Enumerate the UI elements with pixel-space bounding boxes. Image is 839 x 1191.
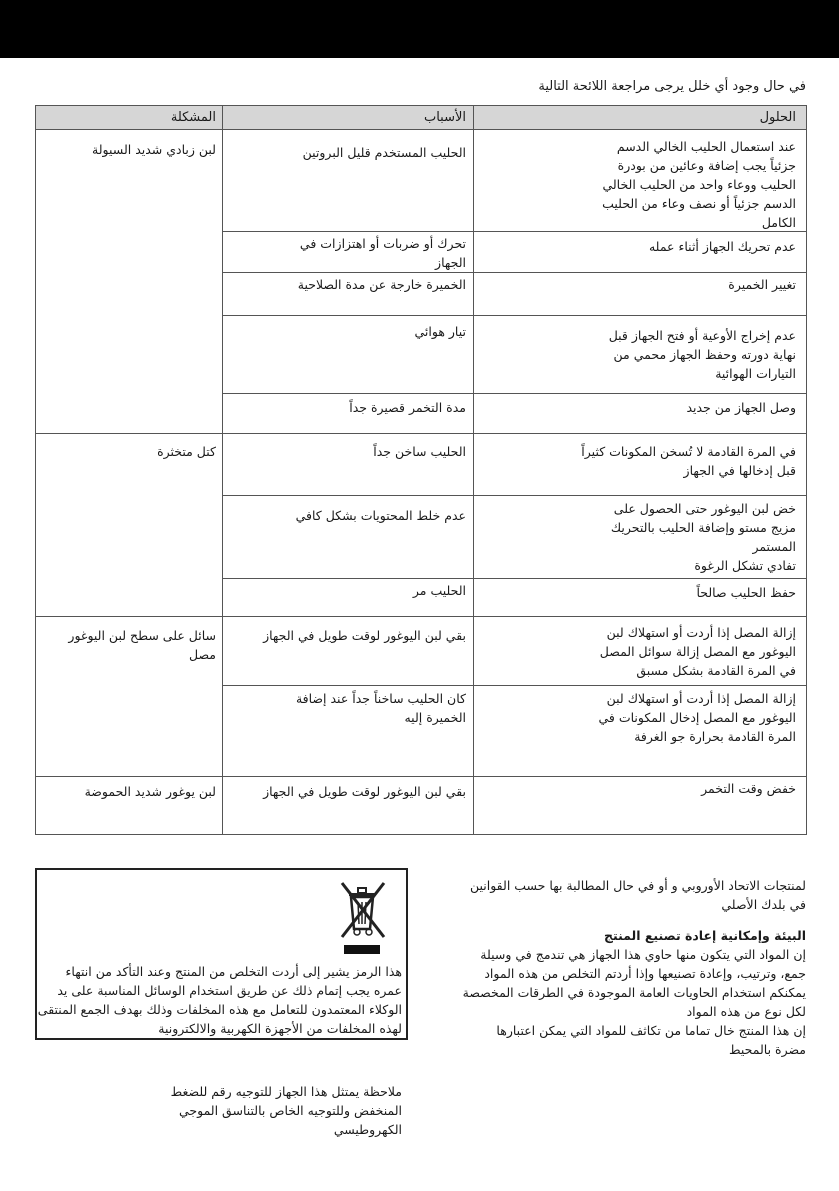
cause-cell: الحليب المستخدم قليل البروتين	[302, 145, 466, 160]
problem-cell: كتل متخثرة	[157, 444, 216, 459]
cause-cell: الحليب ساخن جداً	[373, 444, 466, 459]
cause-cell: بقي لبن اليوغور لوقت طويل في الجهاز	[263, 628, 466, 643]
group-divider	[36, 433, 806, 434]
row-divider	[222, 272, 806, 273]
problem-cell: لبن يوغور شديد الحموضة	[84, 784, 216, 799]
cause-cell: الحليب مر	[412, 583, 466, 598]
cause-cell: كان الحليب ساخناً جداً عند إضافة الخميرة إليه	[295, 691, 466, 725]
troubleshooting-table	[35, 105, 807, 835]
header-problem: المشكلة	[170, 110, 216, 125]
solution-cell: إزالة المصل إذا أردت أو استهلاك لبن اليوغور مع المصل إزالة سوائل المصل في المرة القادمة بشكل مسبق	[599, 625, 796, 678]
col-divider	[473, 106, 474, 834]
env-text: إن المواد التي يتكون منها حاوي هذا الجهاز هي تندمج في وسيلة جمع، وترتيب، وإعادة تصنيعها وإذا أردتم التخلص من هذه المواد يمكنكم استخدام الحاويات العامة الموجودة في الطرقات المخصصة لكل نوع من هذه المواد إن هذا المنتج خال تماما من تكاثف للمواد التي يمكن اعتبارها مضرة بالمحيط	[462, 947, 806, 1057]
solution-cell: إزالة المصل إذا أردت أو استهلاك لبن اليوغور مع المصل إدخال المكونات في المرة القادمة بحرارة جو الغرفة	[598, 691, 796, 744]
header-bar	[0, 0, 839, 58]
group-divider	[36, 616, 806, 617]
solution-cell: خفض وقت التخمر	[701, 781, 796, 796]
problem-cell: سائل على سطح لبن اليوغور مصل	[68, 628, 216, 662]
solution-cell: عند استعمال الحليب الخالي الدسم جزئياً يجب إضافة وعائين من بودرة الحليب ووعاء واحد من الحليب الخالي الدسم جزئياً أو نصف وعاء من الحليب الكامل	[602, 139, 796, 230]
row-divider	[222, 495, 806, 496]
solution-cell: عدم تحريك الجهاز أثناء عمله	[648, 239, 796, 254]
solution-cell: في المرة القادمة لا تُسخن المكونات كثيراً قبل إدخالها في الجهاز	[581, 444, 796, 478]
compliance-note: ملاحظة يمتثل هذا الجهاز للتوجيه رقم للضغط المنخفض وللتوجيه الخاص بالتناسق الموجي الكهروطيسي	[170, 1084, 402, 1137]
col-divider	[222, 106, 223, 834]
cause-cell: الخميرة خارجة عن مدة الصلاحية	[297, 277, 466, 292]
intro-text: في حال وجود أي خلل يرجى مراجعة اللائحة التالية	[538, 79, 806, 94]
problem-cell: لبن زبادي شديد السيولة	[92, 142, 216, 157]
header-causes: الأسباب	[423, 110, 466, 125]
eu-text: لمنتجات الاتحاد الأوروبي و أو في حال المطالبة بها حسب القوانين في بلدك الأصلي	[469, 878, 806, 912]
row-divider	[222, 393, 806, 394]
group-divider	[36, 776, 806, 777]
cause-cell: تيار هوائي	[414, 324, 466, 339]
solution-cell: تغيير الخميرة	[728, 277, 796, 292]
row-divider	[222, 578, 806, 579]
solution-cell: وصل الجهاز من جديد	[686, 400, 796, 415]
cause-cell: بقي لبن اليوغور لوقت طويل في الجهاز	[263, 784, 466, 799]
table-header	[36, 106, 806, 130]
row-divider	[222, 685, 806, 686]
row-divider	[222, 315, 806, 316]
solution-cell: حفظ الحليب صالحاً	[696, 585, 796, 600]
env-title: البيئة وإمكانية إعادة تصنيع المنتج	[603, 928, 806, 943]
solution-cell: عدم إخراج الأوعية أو فتح الجهاز قبل نهاية دورته وحفظ الجهاز محمي من التيارات الهوائية	[608, 328, 796, 381]
header-solutions: الحلول	[759, 110, 796, 125]
solution-cell: خض لبن اليوغور حتى الحصول على مزيج مستو وإضافة الحليب بالتحريك المستمر تفادي تشكل الرغوة	[610, 501, 796, 573]
cause-cell: مدة التخمر قصيرة جداً	[349, 400, 466, 415]
cause-cell: تحرك أو ضربات أو اهتزازات في الجهاز	[299, 236, 466, 270]
weee-text: هذا الرمز يشير إلى أردت التخلص من المنتج وعند التأكد من انتهاء عمره يجب إتمام ذلك عن طريق استخدام الوسائل المناسبة على يد الوكلاء المعتمدون للتعامل مع هذه المخلفات وذلك بهدف الجمع المنتقى لهذه المخلفات من الأجهزة الكهربية والالكترونية	[37, 964, 402, 1036]
crossed-bin-icon	[332, 877, 392, 957]
cause-cell: عدم خلط المحتويات بشكل كافي	[295, 508, 466, 523]
